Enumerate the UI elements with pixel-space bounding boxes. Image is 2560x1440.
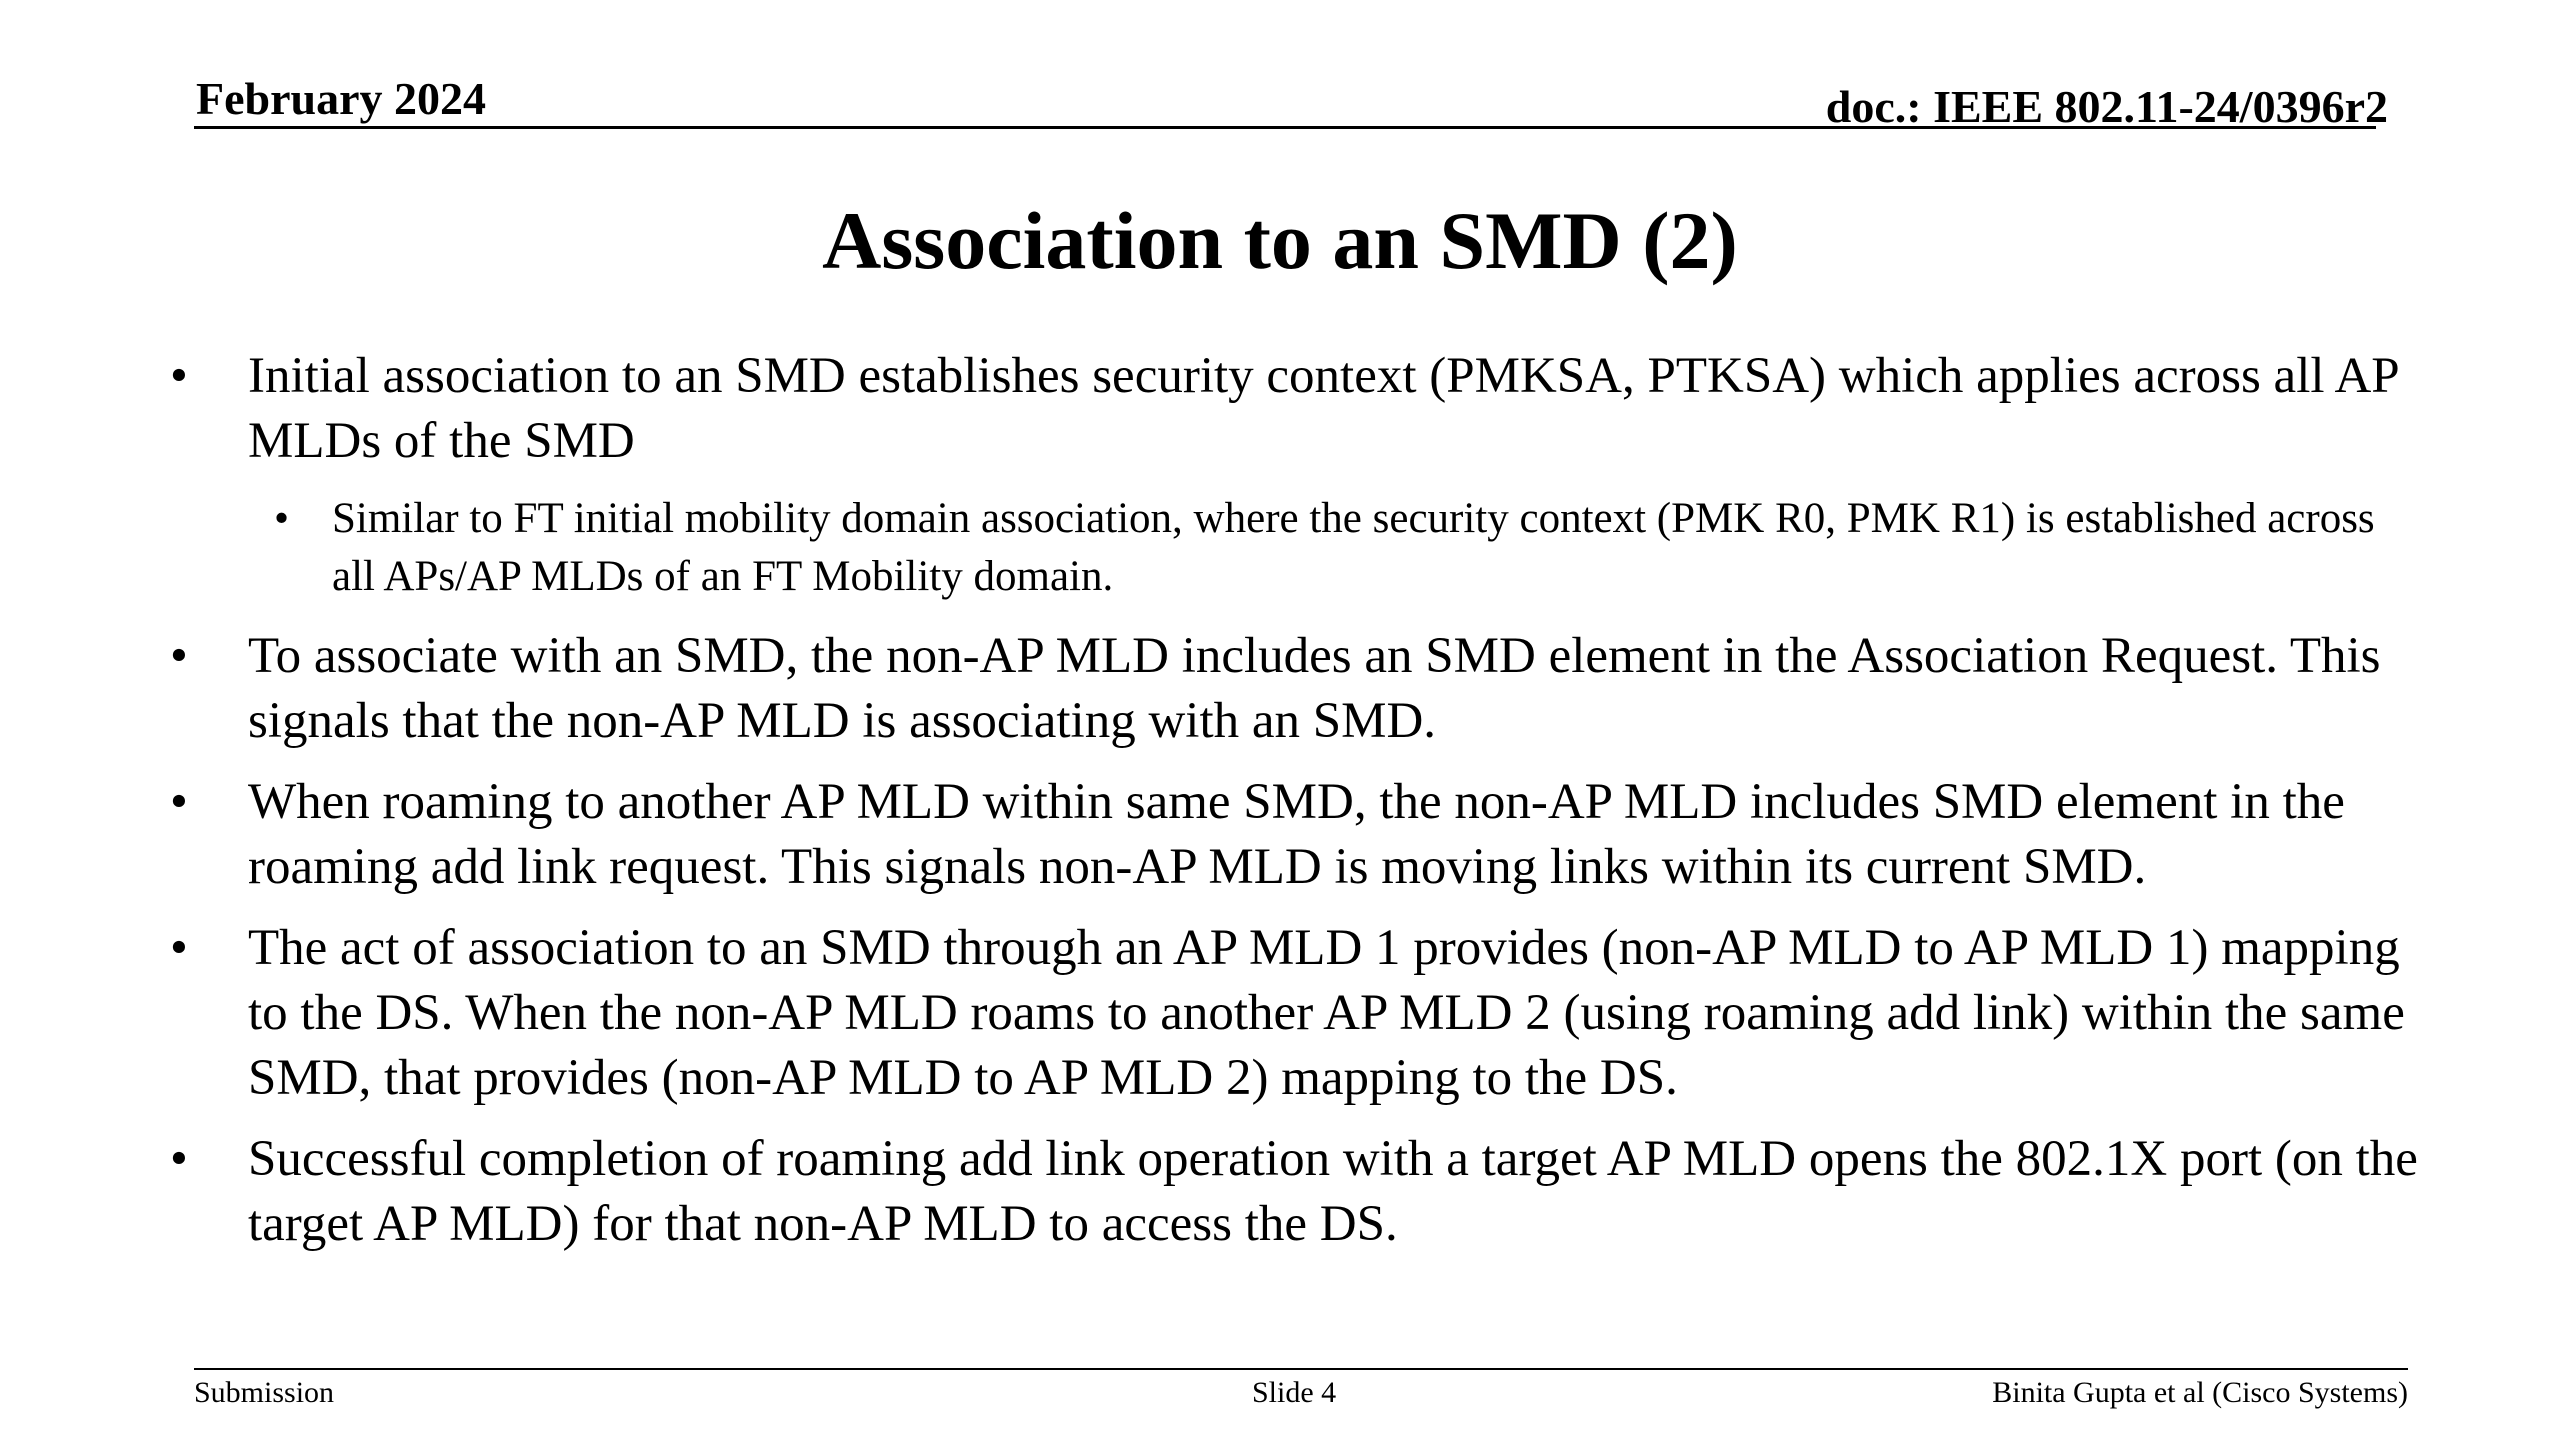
bullet-item [170, 344, 2420, 474]
sub-bullet-text: Similar to FT initial mobility domain association, where the security context (PMK R0, PMK R1) is established across all APs/AP MLDs of an FT Mobility domain. [332, 495, 2375, 600]
header-divider [194, 126, 2376, 129]
bullet-icon: • [170, 628, 188, 684]
bullet-text: Initial association to an SMD establishes security context (PMKSA, PTKSA) which applies across all AP MLDs of the SMD [248, 348, 2398, 469]
bullet-icon: • [170, 920, 188, 976]
footer-submission: Submission [194, 1376, 335, 1409]
bullet-item [170, 916, 2420, 1111]
bullet-icon: • [170, 774, 188, 830]
bullet-text: To associate with an SMD, the non-AP MLD includes an SMD element in the Association Request. This signals that the non-AP MLD is associating with an SMD. [248, 628, 2381, 749]
bullet-text: The act of association to an SMD through an AP MLD 1 provides (non-AP MLD to AP MLD 1) mapping to the DS. When the non-AP MLD roams to another AP MLD 2 (using roaming add link) within the same SMD, that provides (non-AP MLD to AP MLD 2) mapping to the DS. [248, 920, 2405, 1106]
bullet-icon: • [170, 1131, 188, 1187]
footer-divider [194, 1368, 2408, 1370]
bullet-item [170, 770, 2420, 900]
header-date: February 2024 [196, 73, 487, 124]
footer-slide-number: Slide 4 [1252, 1376, 1337, 1409]
header-doc-number: doc.: IEEE 802.11-24/0396r2 [1825, 81, 2388, 132]
bullet-text: When roaming to another AP MLD within same SMD, the non-AP MLD includes SMD element in the roaming add link request. This signals non-AP MLD is moving links within its current SMD. [248, 774, 2345, 895]
slide-title: Association to an SMD (2) [822, 195, 1738, 286]
sub-bullet-item [170, 490, 2420, 606]
slide-content [170, 344, 2420, 1273]
sub-bullet-icon: • [274, 495, 290, 542]
bullet-item [170, 1127, 2420, 1257]
bullet-icon: • [170, 348, 188, 404]
footer-authors: Binita Gupta et al (Cisco Systems) [1992, 1376, 2408, 1409]
bullet-text: Successful completion of roaming add link operation with a target AP MLD opens the 802.1X port (on the target AP MLD) for that non-AP MLD to access the DS. [248, 1131, 2418, 1252]
bullet-item [170, 624, 2420, 754]
